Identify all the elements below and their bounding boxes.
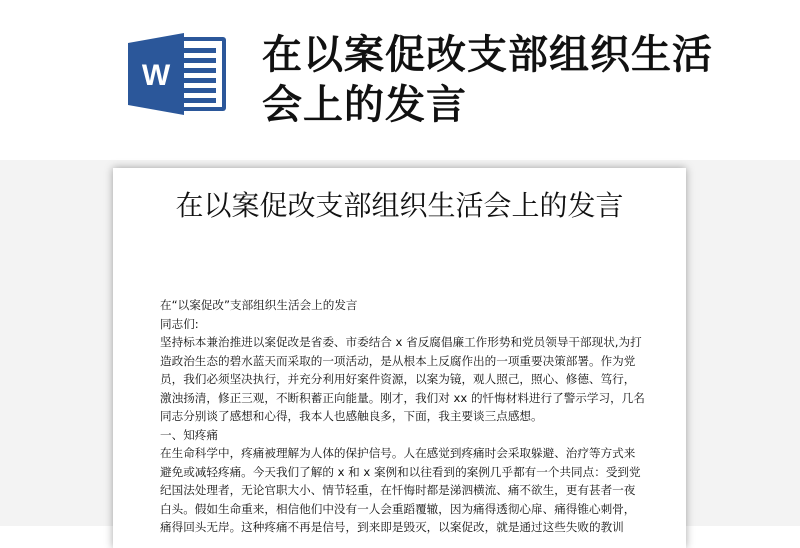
banner-title: 在以案促改支部组织生活会上的发言 (262, 32, 713, 128)
document-subtitle: 在“以案促改”支部组织生活会上的发言 (160, 298, 358, 312)
document-page (113, 168, 686, 548)
document-body (160, 296, 646, 537)
body-paragraph: 在生命科学中，疼痛被理解为人体的保护信号。人在感觉到疼痛时会采取躲避、治疗等方式来避免或减轻疼痛。今天我们了解的 x 和 x 案例和以往看到的案例几乎都有一个共同点：受到党纪国法处理者，无论官职大小、情节轻重，在忏悔时都是涕泗横流、痛不欲生，更有甚者一夜白头。假如生命重来，相信他们中没有一人会重蹈覆辙，因为痛得透彻心扉、痛得锥心刺骨，痛得回头无岸。这种疼痛不再是信号，到来即是毁灭，以案促改，就是通过这些失败的教训 (160, 446, 641, 534)
word-icon-letter: W (141, 59, 171, 92)
body-paragraph: 坚持标本兼治推进以案促改是省委、市委结合 x 省反腐倡廉工作形势和党员领导干部现状,为打造政治生态的碧水蓝天而采取的一项活动，是从根本上反腐作出的一项重要决策部署。作为党员，我们必须坚决执行，并充分利用好案件资源，以案为镜，观人照己，照心、修德、笃行，激浊扬清，修正三观，不断积蓄正向能量。刚才，我们对 xx 的忏悔材料进行了警示学习，几名同志分别谈了感想和心得，我本人也感触良多，下面，我主要谈三点感想。 (160, 335, 645, 423)
word-document-icon (128, 33, 230, 115)
section-heading: 一、知疼痛 (160, 427, 218, 442)
salutation: 同志们: (160, 316, 199, 331)
header-banner (0, 0, 800, 160)
document-title: 在以案促改支部组织生活会上的发言 (175, 189, 624, 222)
